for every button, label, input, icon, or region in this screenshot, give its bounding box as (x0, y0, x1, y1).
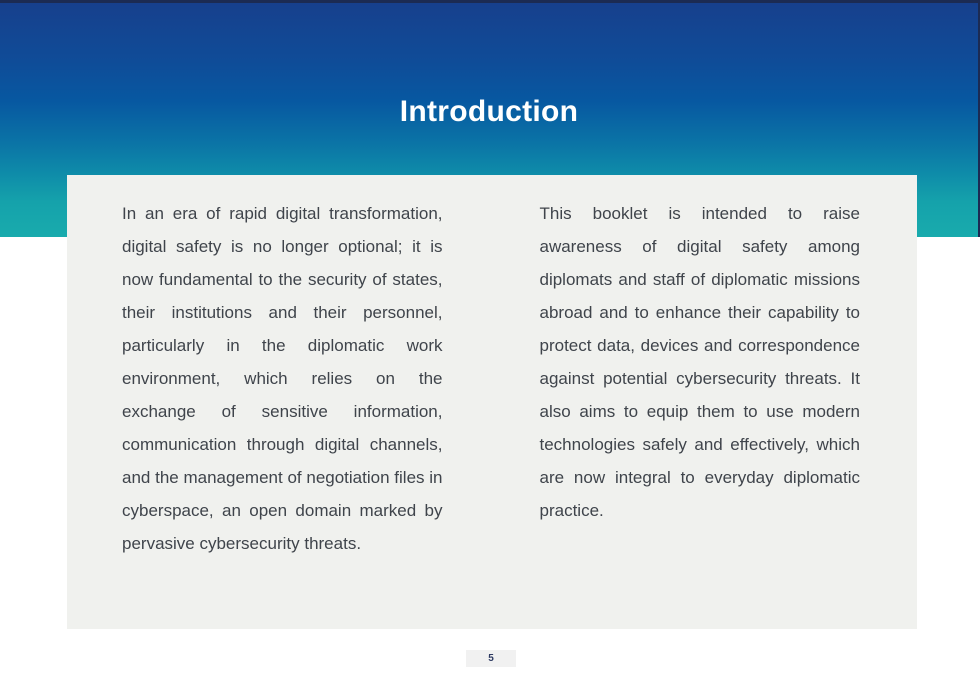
intro-paragraph-right: This booklet is intended to raise awareness of digital safety among diplomats and staff of diplomatic missions abroad and to enhance their capability to protect data, devices and correspondence against potential cybersecurity threats. It also aims to equip them to use modern technologies safely and effectively, which are now integral to everyday diplomatic practice. (539, 204, 860, 520)
page-title: Introduction (399, 95, 579, 128)
intro-paragraph-left: In an era of rapid digital transformation, digital safety is no longer optional; it is now fundamental to the security of states, their institutions and their personnel, particularly in the diplomatic work environment, which relies on the exchange of sensitive information, communication through digital channels, and the management of negotiation files in cyberspace, an open domain marked by pervasive cybersecurity threats. (122, 204, 443, 553)
two-column-layout (122, 197, 860, 560)
page-number-badge: 5 (466, 650, 516, 667)
content-card (67, 175, 917, 629)
